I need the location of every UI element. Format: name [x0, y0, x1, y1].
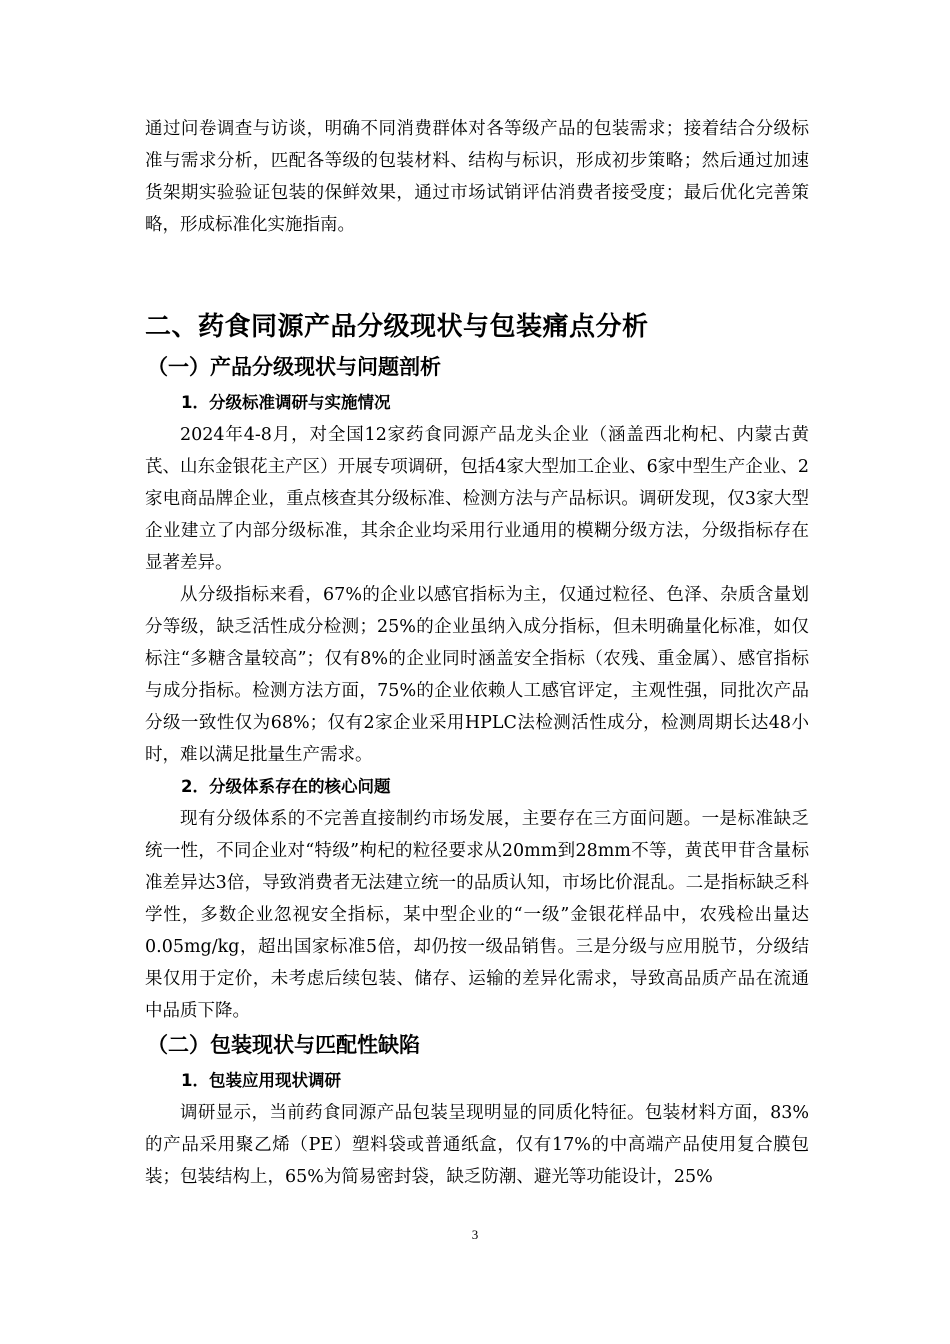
body-paragraph: 2024年4-8月，对全国12家药食同源产品龙头企业（涵盖西北枸杞、内蒙古黄芪、山东金银花主产区）开展专项调研，包括4家大型加工企业、6家中型生产企业、2家电商品牌企业，重点核查其分级标准、检测方法与产品标识。调研发现，仅3家大型企业建立了内部分级标准，其余企业均采用行业通用的模糊分级方法，分级指标存在显著差异。	[145, 425, 809, 573]
page-body	[145, 113, 809, 1193]
body-paragraph: 现有分级体系的不完善直接制约市场发展，主要存在三方面问题。一是标准缺乏统一性，不同企业对“特级”枸杞的粒径要求从20mm到28mm不等，黄芪甲苷含量标准差异达3倍，导致消费者无法建立统一的品质认知，市场比价混乱。二是指标缺乏科学性，多数企业忽视安全指标，某中型企业的“一级”金银花样品中，农残检出量达0.05mg/kg，超出国家标准5倍，却仍按一级品销售。三是分级与应用脱节，分级结果仅用于定价，未考虑后续包装、储存、运输的差异化需求，导致高品质产品在流通中品质下降。	[145, 809, 809, 1021]
section-heading: 二、药食同源产品分级现状与包装痛点分析	[145, 312, 649, 342]
item-heading-2-1: 1．包装应用现状调研	[181, 1071, 341, 1090]
subsection-heading-2: （二）包装现状与匹配性缺陷	[147, 1033, 420, 1057]
intro-paragraph: 通过问卷调查与访谈，明确不同消费群体对各等级产品的包装需求；接着结合分级标准与需求分析，匹配各等级的包装材料、结构与标识，形成初步策略；然后通过加速货架期实验验证包装的保鲜效果，通过市场试销评估消费者接受度；最后优化完善策略，形成标准化实施指南。	[145, 119, 809, 235]
subsection-heading-1: （一）产品分级现状与问题剖析	[147, 355, 441, 379]
item-heading-1-1: 1．分级标准调研与实施情况	[181, 393, 391, 412]
body-paragraph: 调研显示，当前药食同源产品包装呈现明显的同质化特征。包装材料方面，83%的产品采用聚乙烯（PE）塑料袋或普通纸盒，仅有17%的中高端产品使用复合膜包装；包装结构上，65%为简易密封袋，缺乏防潮、避光等功能设计，25%	[145, 1103, 809, 1187]
page-number: 3	[471, 1227, 479, 1242]
item-heading-1-2: 2．分级体系存在的核心问题	[181, 777, 391, 796]
body-paragraph: 从分级指标来看，67%的企业以感官指标为主，仅通过粒径、色泽、杂质含量划分等级，缺乏活性成分检测；25%的企业虽纳入成分指标，但未明确量化标准，如仅标注“多糖含量较高”；仅有8%的企业同时涵盖安全指标（农残、重金属）、感官指标与成分指标。检测方法方面，75%的企业依赖人工感官评定，主观性强，同批次产品分级一致性仅为68%；仅有2家企业采用HPLC法检测活性成分，检测周期长达48小时，难以满足批量生产需求。	[145, 585, 809, 765]
